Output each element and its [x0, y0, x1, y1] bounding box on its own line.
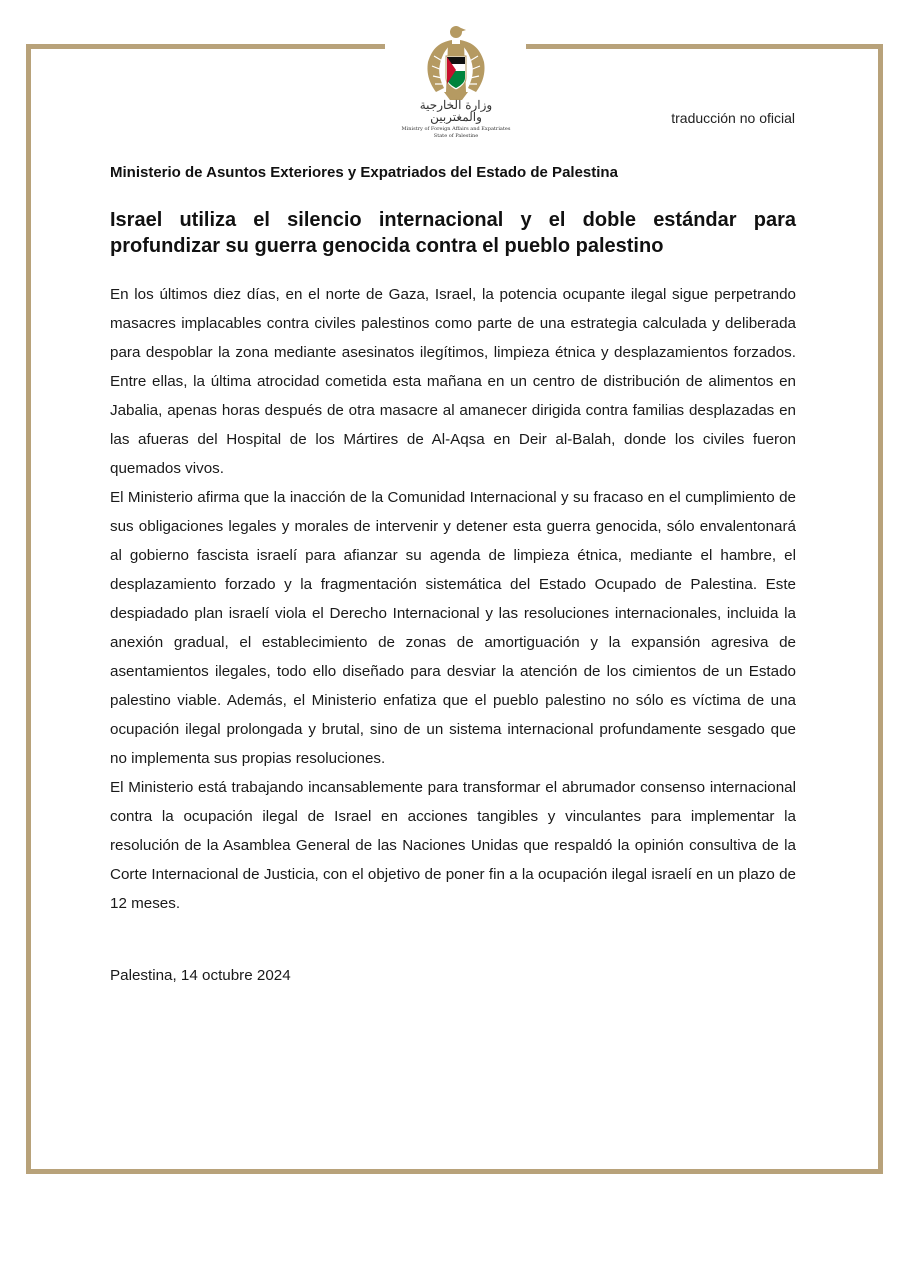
ministry-english-name: Ministry of Foreign Affairs and Expatriates: [401, 126, 511, 132]
frame-right-border: [878, 44, 883, 1174]
body-paragraph: El Ministerio está trabajando incansablemente para transformar el abrumador consenso internacional contra la ocupación ilegal de Israel en acciones tangibles y vinculantes para implementar la resolución de la Asamblea General de las Naciones Unidas que respaldó la opinión consultiva de la Corte Internacional de Justicia, con el objetivo de poner fin a la ocupación ilegal israelí en un plazo de 12 meses.: [110, 779, 796, 912]
unofficial-translation-note: traducción no oficial: [671, 110, 795, 126]
place-and-date: Palestina, 14 octubre 2024: [110, 967, 291, 984]
frame-top-right-border: [526, 44, 883, 49]
press-release-body: [110, 280, 796, 918]
frame-bottom-border: [26, 1169, 883, 1174]
body-paragraph: En los últimos diez días, en el norte de Gaza, Israel, la potencia ocupante ilegal sigue perpetrando masacres implacables contra civiles palestinos como parte de una estrategia calculada y deliberada para despoblar la zona mediante asesinatos ilegítimos, limpieza étnica y desplazamientos forzados. Entre ellas, la última atrocidad cometida esta mañana en un centro de distribución de alimentos en Jabalia, apenas horas después de otra masacre al amanecer dirigida contra familias desplazadas en las afueras del Hospital de los Mártires de Al-Aqsa en Deir al-Balah, donde los civiles fueron quemados vivos.: [110, 286, 796, 477]
ministry-title: Ministerio de Asuntos Exteriores y Expatriados del Estado de Palestina: [110, 164, 618, 181]
frame-top-left-border: [26, 44, 385, 49]
body-paragraph: El Ministerio afirma que la inacción de la Comunidad Internacional y su fracaso en el cumplimiento de sus obligaciones legales y morales de intervenir y detener esta guerra genocida, sólo envalentonará al gobierno fascista israelí para afianzar su agenda de limpieza étnica, mediante el hambre, el desplazamiento forzado y la fragmentación sistemática del Estado Ocupado de Palestina. Este despiadado plan israelí viola el Derecho Internacional y las resoluciones internacionales, incluida la anexión gradual, el establecimiento de zonas de amortiguación y la expansión agresiva de asentamientos ilegales, todo ello diseñado para desviar la atención de los cimientos de un Estado palestino viable. Además, el Ministerio enfatiza que el pueblo palestino no sólo es víctima de una ocupación ilegal prolongada y brutal, sino de un sistema internacional profundamente sesgado que no implementa sus propias resoluciones.: [110, 489, 796, 767]
state-english-name: State of Palestine: [433, 133, 479, 139]
press-release-headline: Israel utiliza el silencio internacional y el doble estándar para profundizar su guerra genocida contra el pueblo palestino: [110, 209, 796, 257]
ministry-arabic-name: وزارة الخارجية والمغتربين: [419, 98, 493, 124]
frame-left-border: [26, 44, 31, 1174]
